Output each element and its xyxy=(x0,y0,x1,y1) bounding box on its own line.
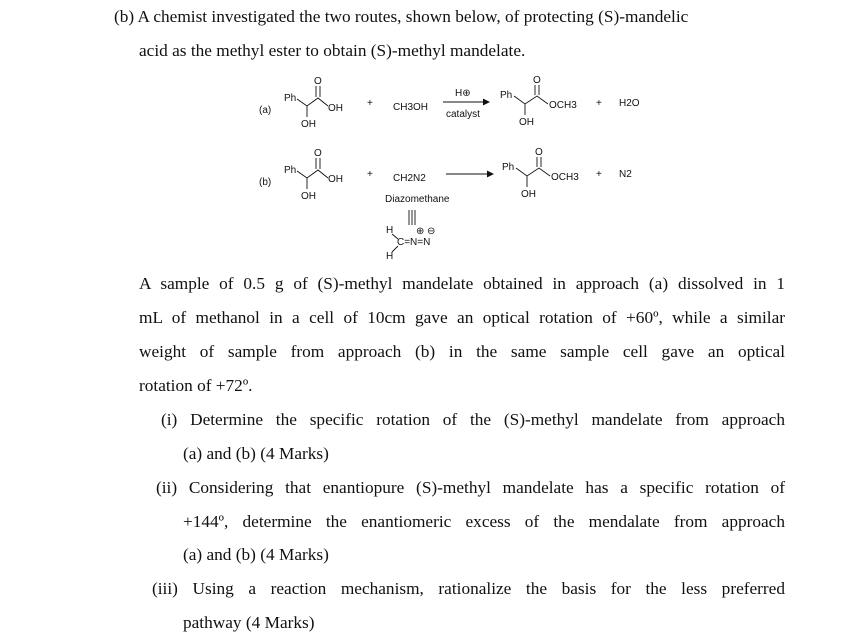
route-b-plus-1: + xyxy=(367,169,373,180)
route-a-reagent: CH3OH xyxy=(393,102,429,113)
route-b-reagent: CH2N2 xyxy=(393,173,426,184)
product-alpha-oh: OH xyxy=(521,189,536,200)
question-b-intro-line2: acid as the methyl ester to obtain (S)-methyl mandelate. xyxy=(139,41,526,60)
reactant-ph: Ph xyxy=(284,165,297,176)
structure-minus-charge: ⊖ xyxy=(427,226,436,237)
product-carbonyl-o: O xyxy=(533,75,541,86)
reactant-alpha-oh: OH xyxy=(301,191,316,202)
paragraph-line3: weight of sample from approach (b) in the same sample cell gave an optical xyxy=(139,342,785,361)
paragraph-line4: rotation of +72º. xyxy=(139,376,253,395)
sub-question-ii-line1: (ii) Considering that enantiopure (S)-methyl mandelate has a specific rotation of xyxy=(156,478,785,497)
product-och3: OCH3 xyxy=(549,100,577,111)
route-a-reactant xyxy=(284,76,343,130)
route-a xyxy=(259,75,640,130)
reactant-ph: Ph xyxy=(284,93,297,104)
route-b-plus-2: + xyxy=(596,169,602,180)
route-b-arrowhead xyxy=(487,171,493,177)
product-backbone xyxy=(516,168,550,176)
product-ph: Ph xyxy=(502,162,515,173)
product-ph: Ph xyxy=(500,90,513,101)
reactant-backbone xyxy=(297,98,328,106)
sub-question-ii-line2: +144º, determine the enantiomeric excess of the mendalate from approach xyxy=(183,512,785,531)
route-b xyxy=(259,147,632,262)
route-a-arrow-bottom: catalyst xyxy=(446,109,480,120)
sub-question-ii-line3: (a) and (b) (4 Marks) xyxy=(183,545,329,564)
product-backbone xyxy=(514,96,548,104)
route-a-arrowhead xyxy=(483,99,489,105)
paragraph-line1: A sample of 0.5 g of (S)-methyl mandelate obtained in approach (a) dissolved in 1 xyxy=(139,274,785,293)
route-a-arrow-top: H⊕ xyxy=(455,88,471,99)
sub-question-i-line2: (a) and (b) (4 Marks) xyxy=(183,444,329,463)
reactant-carbonyl-o: O xyxy=(314,76,322,87)
product-carbonyl-o: O xyxy=(535,147,543,158)
structure-h-top: H xyxy=(386,225,394,236)
structure-h-bottom: H xyxy=(386,251,394,262)
reactant-acid-oh: OH xyxy=(328,103,343,114)
sub-question-i-line1: (i) Determine the specific rotation of the (S)-methyl mandelate from approach xyxy=(161,410,785,429)
route-a-product xyxy=(500,75,577,128)
route-a-byproduct: H2O xyxy=(619,98,640,109)
sub-question-iii-line2: pathway (4 Marks) xyxy=(183,613,315,632)
question-b-intro-line1: (b) A chemist investigated the two routes, shown below, of protecting (S)-mandelic xyxy=(114,7,689,26)
route-a-plus-2: + xyxy=(596,98,602,109)
route-a-plus-1: + xyxy=(367,98,373,109)
route-b-reactant xyxy=(284,148,343,202)
paragraph-line2: mL of methanol in a cell of 10cm gave an optical rotation of +60º, while a similar xyxy=(139,308,785,327)
reactant-backbone xyxy=(297,170,328,178)
diazomethane-structure xyxy=(386,225,435,262)
structure-formula: C=N=N xyxy=(397,237,431,248)
structure-plus-charge: ⊕ xyxy=(416,226,425,237)
product-och3: OCH3 xyxy=(551,172,579,183)
route-b-reagent-name: Diazomethane xyxy=(385,194,450,205)
route-b-product xyxy=(502,147,579,200)
route-b-byproduct: N2 xyxy=(619,169,632,180)
reactant-carbonyl-o: O xyxy=(314,148,322,159)
sub-question-iii-line1: (iii) Using a reaction mechanism, rationalize the basis for the less preferred xyxy=(152,579,785,598)
reactant-acid-oh: OH xyxy=(328,174,343,185)
reactant-alpha-oh: OH xyxy=(301,119,316,130)
route-b-label: (b) xyxy=(259,177,272,188)
route-a-label: (a) xyxy=(259,105,272,116)
product-alpha-oh: OH xyxy=(519,117,534,128)
